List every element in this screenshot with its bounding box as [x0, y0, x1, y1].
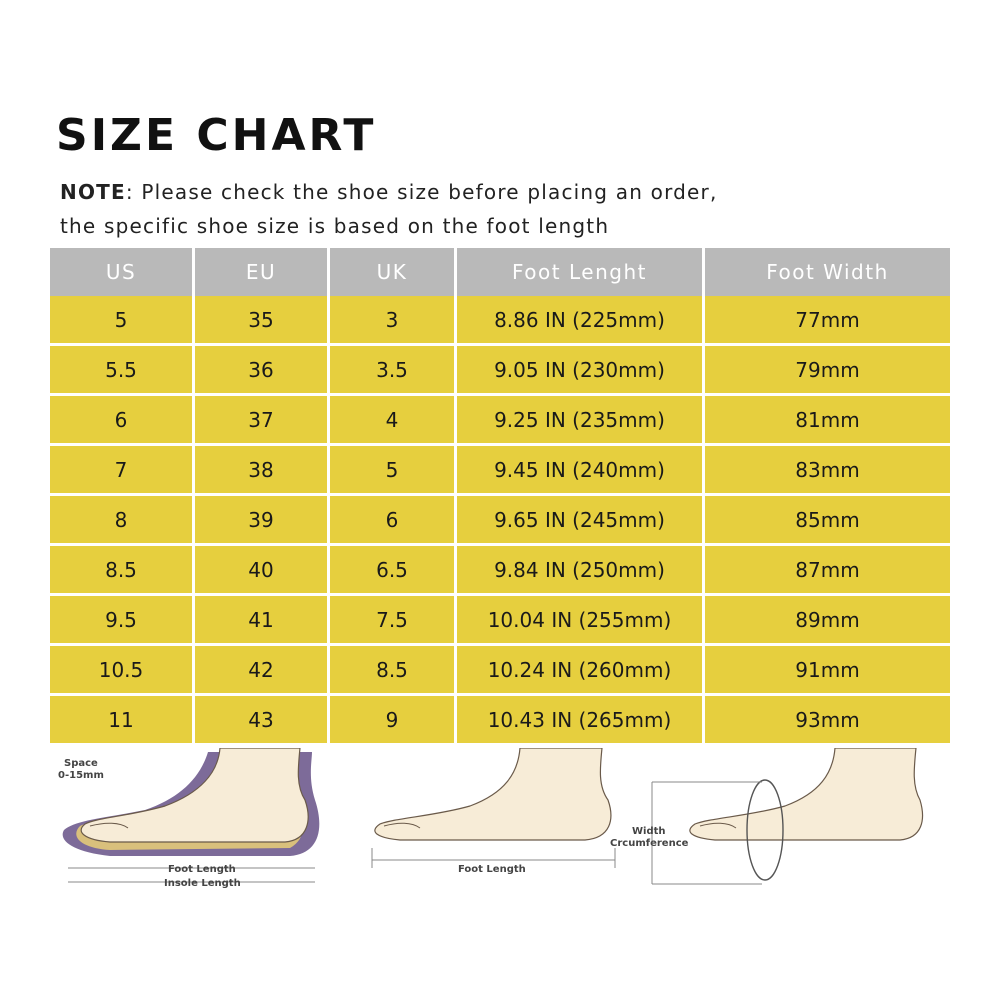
note-text: [60, 175, 718, 243]
foot-shape-3: [690, 748, 923, 840]
cell-us: 8.5: [50, 546, 195, 596]
width-label: Width: [632, 826, 666, 837]
cell-eu: 38: [195, 446, 330, 496]
header-foot-length: Foot Lenght: [457, 248, 705, 296]
note-line-2: the specific shoe size is based on the foot length: [60, 214, 610, 238]
cell-foot-length: 9.84 IN (250mm): [457, 546, 705, 596]
foot-in-insole-diagram: [58, 748, 319, 889]
cell-foot-width: 91mm: [705, 646, 950, 696]
cell-foot-length: 9.65 IN (245mm): [457, 496, 705, 546]
foot-length-diagram: [372, 748, 615, 875]
cell-uk: 3: [330, 296, 457, 346]
cell-us: 10.5: [50, 646, 195, 696]
cell-uk: 6.5: [330, 546, 457, 596]
cell-foot-width: 77mm: [705, 296, 950, 346]
foot-length-label-2: Foot Length: [458, 864, 526, 875]
cell-foot-length: 10.04 IN (255mm): [457, 596, 705, 646]
cell-us: 6: [50, 396, 195, 446]
cell-foot-length: 8.86 IN (225mm): [457, 296, 705, 346]
table-header-row: [50, 248, 950, 296]
cell-us: 9.5: [50, 596, 195, 646]
cell-foot-width: 93mm: [705, 696, 950, 746]
cell-uk: 6: [330, 496, 457, 546]
size-table: [50, 248, 950, 746]
insole-length-label: Insole Length: [164, 878, 241, 889]
cell-uk: 8.5: [330, 646, 457, 696]
cell-foot-width: 79mm: [705, 346, 950, 396]
foot-shape-2: [375, 748, 611, 840]
table-row: [50, 646, 950, 696]
header-eu: EU: [195, 248, 330, 296]
table-row: [50, 496, 950, 546]
foot-measurement-illustration: [50, 748, 950, 898]
cell-eu: 36: [195, 346, 330, 396]
cell-eu: 40: [195, 546, 330, 596]
cell-foot-length: 10.24 IN (260mm): [457, 646, 705, 696]
cell-eu: 43: [195, 696, 330, 746]
foot-length-label-1: Foot Length: [168, 864, 236, 875]
cell-foot-length: 9.05 IN (230mm): [457, 346, 705, 396]
note-label: NOTE: [60, 180, 126, 204]
page-title: SIZE CHART: [56, 110, 377, 161]
cell-eu: 42: [195, 646, 330, 696]
cell-uk: 7.5: [330, 596, 457, 646]
cell-foot-width: 85mm: [705, 496, 950, 546]
cell-eu: 35: [195, 296, 330, 346]
foot-shape: [81, 748, 308, 842]
header-uk: UK: [330, 248, 457, 296]
space-label: Space: [64, 758, 98, 769]
table-row: [50, 546, 950, 596]
cell-foot-length: 10.43 IN (265mm): [457, 696, 705, 746]
cell-foot-length: 9.45 IN (240mm): [457, 446, 705, 496]
note-line-1: [60, 175, 718, 209]
cell-us: 5.5: [50, 346, 195, 396]
width-circumference-diagram: [610, 748, 923, 884]
cell-foot-width: 83mm: [705, 446, 950, 496]
table-row: [50, 696, 950, 746]
table-row: [50, 446, 950, 496]
table-row: [50, 346, 950, 396]
cell-us: 7: [50, 446, 195, 496]
table-row: [50, 296, 950, 346]
note-line-1-text: : Please check the shoe size before placing an order,: [125, 180, 718, 204]
table-row: [50, 596, 950, 646]
header-us: US: [50, 248, 195, 296]
cell-eu: 37: [195, 396, 330, 446]
cell-uk: 4: [330, 396, 457, 446]
cell-us: 8: [50, 496, 195, 546]
cell-foot-width: 81mm: [705, 396, 950, 446]
cell-eu: 39: [195, 496, 330, 546]
cell-foot-length: 9.25 IN (235mm): [457, 396, 705, 446]
cell-eu: 41: [195, 596, 330, 646]
cell-us: 11: [50, 696, 195, 746]
cell-uk: 9: [330, 696, 457, 746]
cell-uk: 3.5: [330, 346, 457, 396]
cell-foot-width: 89mm: [705, 596, 950, 646]
cell-uk: 5: [330, 446, 457, 496]
header-foot-width: Foot Width: [705, 248, 950, 296]
table-row: [50, 396, 950, 446]
circumference-label: Crcumference: [610, 838, 689, 849]
cell-foot-width: 87mm: [705, 546, 950, 596]
cell-us: 5: [50, 296, 195, 346]
space-range-label: 0-15mm: [58, 770, 104, 781]
